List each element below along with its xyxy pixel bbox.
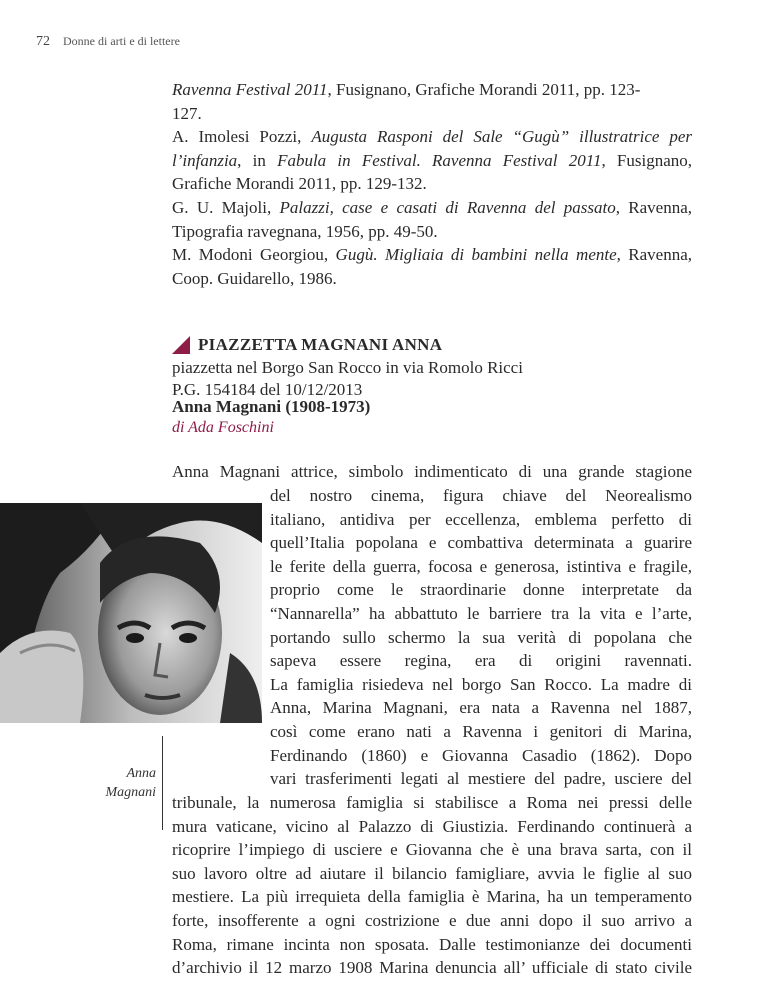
photo-caption-line-2: Magnani bbox=[105, 785, 156, 800]
body-line: tribunale, la numerosa famiglia si stabilisce a Roma nei pressi delle bbox=[172, 793, 692, 812]
caption-rule bbox=[162, 736, 163, 830]
reference-2-rest: Grafiche Morandi 2011, pp. 129-132. bbox=[172, 174, 427, 194]
body-line: mestiere. La più irrequieta della famiglia è Marina, ha un temperamento bbox=[172, 887, 692, 907]
body-intro: Anna Magnani attrice, simbolo indimenticato di una grande stagione bbox=[172, 462, 692, 481]
body-line: Ferdinando (1860) e Giovanna Casadio (1862). Dopo bbox=[270, 745, 692, 765]
reference-2 bbox=[172, 125, 692, 196]
reference-2-title-a: Augusta Rasponi del Sale “Gugù” illustratrice per bbox=[311, 127, 692, 146]
reference-4-place: , Ravenna, bbox=[616, 245, 693, 264]
body-line: così come erano nati a Ravenna i genitori di Marina, bbox=[270, 722, 692, 741]
body-line: suo lavoro oltre ad aiutare il bilancio famigliare, avvia le figlie al suo bbox=[172, 863, 692, 883]
body-line: d’archivio il 12 marzo 1908 Marina denuncia all’ ufficiale di stato civile bbox=[172, 958, 692, 978]
triangle-marker-icon bbox=[172, 336, 190, 354]
photo-caption-line-1: Anna bbox=[126, 766, 156, 781]
reference-4 bbox=[172, 243, 692, 290]
body-line: vari trasferimenti legati al mestiere del padre, usciere del bbox=[270, 769, 692, 789]
article-author: di Ada Foschini bbox=[172, 419, 274, 436]
running-head bbox=[36, 34, 180, 50]
photo-caption bbox=[86, 764, 156, 802]
entry-title-text: PIAZZETTA MAGNANI ANNA bbox=[198, 335, 443, 354]
body-line: ricoprire l’impiego di usciere e Giovanna che è una brava sarta, con il bbox=[172, 840, 692, 860]
reference-1-title: Ravenna Festival 2011 bbox=[172, 80, 328, 99]
reference-3-author: G. U. Majoli, bbox=[172, 198, 280, 217]
body-line: le ferite della guerra, focosa e generosa, istintiva e fragile, bbox=[270, 556, 692, 576]
body-line: Anna, Marina Magnani, era nata a Ravenna nel 1887, bbox=[270, 698, 692, 718]
reference-2-in: , in bbox=[237, 150, 278, 170]
reference-4-title: Gugù. Migliaia di bambini nella mente bbox=[335, 245, 617, 264]
body-line: quell’Italia popolana e combattiva determinata a guarire bbox=[270, 533, 692, 553]
reference-1-rest: , Fusignano, Grafiche Morandi 2011, pp. 123- bbox=[327, 80, 641, 99]
body-line: forte, insofferente a ogni costrizione e due anni dopo il suo arrivo a bbox=[172, 911, 692, 930]
article-title: Anna Magnani (1908-1973) bbox=[172, 397, 371, 416]
body-line: “Nannarella” ha abbattuto le barriere tra la vita e l’arte, bbox=[270, 604, 692, 623]
reference-1 bbox=[172, 78, 692, 125]
body-line: portando sullo schermo la sua verità di popolana che bbox=[270, 627, 692, 647]
reference-4-author: M. Modoni Georgiou, bbox=[172, 245, 336, 264]
reference-3-place: , Ravenna, bbox=[615, 198, 692, 217]
reference-1-pages: 127. bbox=[172, 103, 202, 123]
body-line: La famiglia risiedeva nel borgo San Rocco. La madre di bbox=[270, 674, 692, 694]
body-line: Roma, rimane incinta non sposata. Dalle testimonianze dei documenti bbox=[172, 934, 692, 954]
body-line: sapeva essere regina, era di origini ravennati. bbox=[270, 651, 692, 671]
entry-protocol: P.G. 154184 del 10/12/2013 bbox=[172, 380, 363, 399]
reference-3-rest: Tipografia ravegnana, 1956, pp. 49-50. bbox=[172, 221, 438, 241]
reference-3 bbox=[172, 196, 692, 243]
reference-4-line-1 bbox=[172, 243, 692, 267]
reference-2-line-2 bbox=[172, 149, 692, 173]
reference-2-author: A. Imolesi Pozzi, bbox=[172, 127, 312, 146]
entry-title bbox=[172, 335, 442, 355]
reference-3-title: Palazzi, case e casati di Ravenna del passato bbox=[279, 198, 616, 217]
reference-3-line-1 bbox=[172, 196, 692, 220]
body-line: mura vaticane, vicino al Palazzo di Giustizia. Ferdinando continuerà a bbox=[172, 816, 692, 836]
reference-4-rest: Coop. Guidarello, 1986. bbox=[172, 268, 337, 288]
running-title: Donne di arti e di lettere bbox=[63, 34, 180, 48]
reference-2-place: , Fusignano, bbox=[601, 150, 692, 170]
reference-2-book: Fabula in Festival. Ravenna Festival 2011 bbox=[277, 150, 602, 170]
reference-2-title-b: l’infanzia bbox=[172, 150, 238, 170]
body-line: proprio come le straordinarie donne interpretate da bbox=[270, 580, 692, 600]
body-line: italiano, antidiva per eccellenza, emblema perfetto di bbox=[270, 509, 692, 529]
portrait-photo-image bbox=[0, 503, 262, 723]
portrait-photo bbox=[0, 503, 262, 723]
body-line: del nostro cinema, figura chiave del Neorealismo bbox=[270, 486, 692, 505]
page-number: 72 bbox=[36, 34, 50, 49]
entry-location: piazzetta nel Borgo San Rocco in via Romolo Ricci bbox=[172, 358, 523, 377]
reference-2-line-1 bbox=[172, 125, 692, 149]
